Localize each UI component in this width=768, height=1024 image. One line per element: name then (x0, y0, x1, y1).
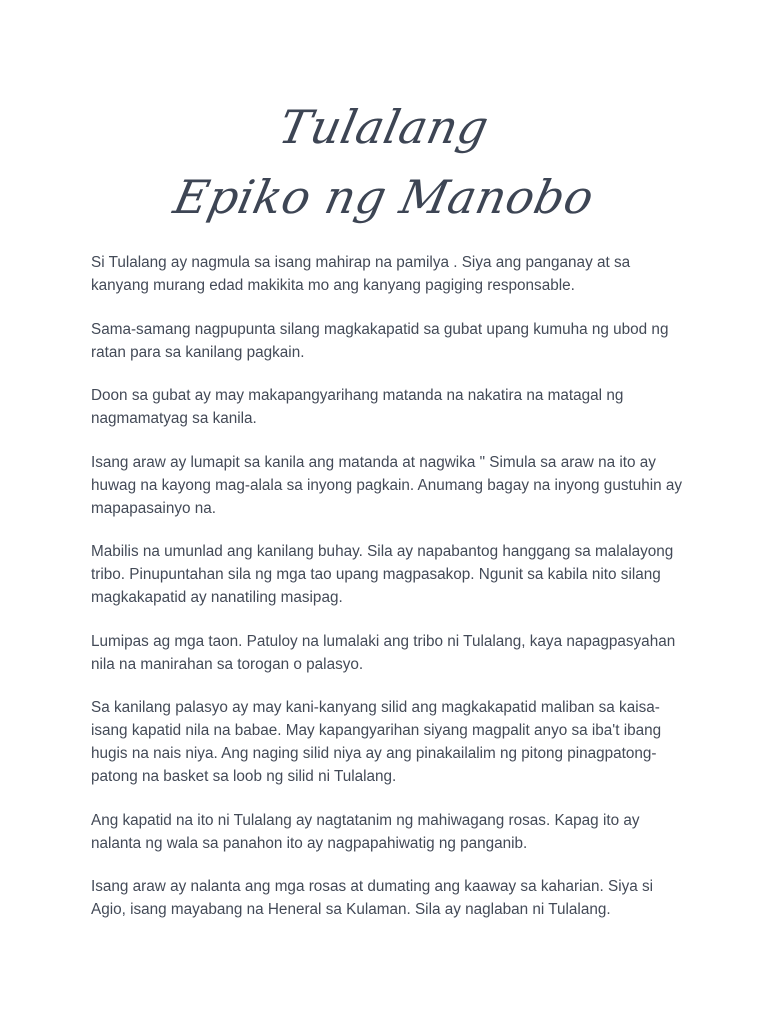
title-line-2: Epiko ng Manobo (169, 170, 599, 224)
title-line-1: Tulalang (274, 100, 494, 154)
paragraph: Sa kanilang palasyo ay may kani-kanyang silid ang magkakapatid maliban sa kaisa-isang kapatid nila na babae. May kapangyarihan siyang magpalit anyo sa iba't ibang hugis na nais niya. Ang naging silid niya ay ang pinakailalim ng pitong pinagpatong-patong na basket sa loob ng silid ni Tulalang. (91, 699, 662, 785)
paragraph: Doon sa gubat ay may makapangyarihang matanda na nakatira na matagal ng nagmamatyag sa kanila. (91, 387, 624, 427)
paragraph: Lumipas ag mga taon. Patuloy na lumalaki ang tribo ni Tulalang, kaya napagpasyahan nila na manirahan sa torogan o palasyo. (91, 632, 676, 673)
story-body (91, 251, 691, 942)
paragraph: Mabilis na umunlad ang kanilang buhay. Sila ay napabantog hanggang sa malalayong tribo. Pinupuntahan sila ng mga tao upang magpasakop. Ngunit sa kabila nito silang magkakapatid ay nanatiling masipag. (91, 543, 674, 606)
paragraph: Sama-samang nagpupunta silang magkakapatid sa gubat upang kumuha ng ubod ng ratan para sa kanilang pagkain. (91, 320, 669, 361)
paragraph: Isang araw ay lumapit sa kanila ang matanda at nagwika " Simula sa araw na ito ay huwag na kayong mag-alala sa inyong pagkain. Anumang bagay na inyong gustuhin ay mapapasainyo na. (91, 453, 683, 517)
paragraph: Isang araw ay nalanta ang mga rosas at dumating ang kaaway sa kaharian. Siya si Agio, isang mayabang na Heneral sa Kulaman. Sila ay naglaban ni Tulalang. (91, 878, 654, 918)
page-title (0, 92, 768, 232)
paragraph: Ang kapatid na ito ni Tulalang ay nagtatanim ng mahiwagang rosas. Kapag ito ay nalanta ng wala sa panahon ito ay nagpapahiwatig ng panganib. (91, 811, 640, 852)
paragraph: Si Tulalang ay nagmula sa isang mahirap na pamilya . Siya ang panganay at sa kanyang murang edad makikita mo ang kanyang pagiging responsable. (91, 254, 631, 294)
